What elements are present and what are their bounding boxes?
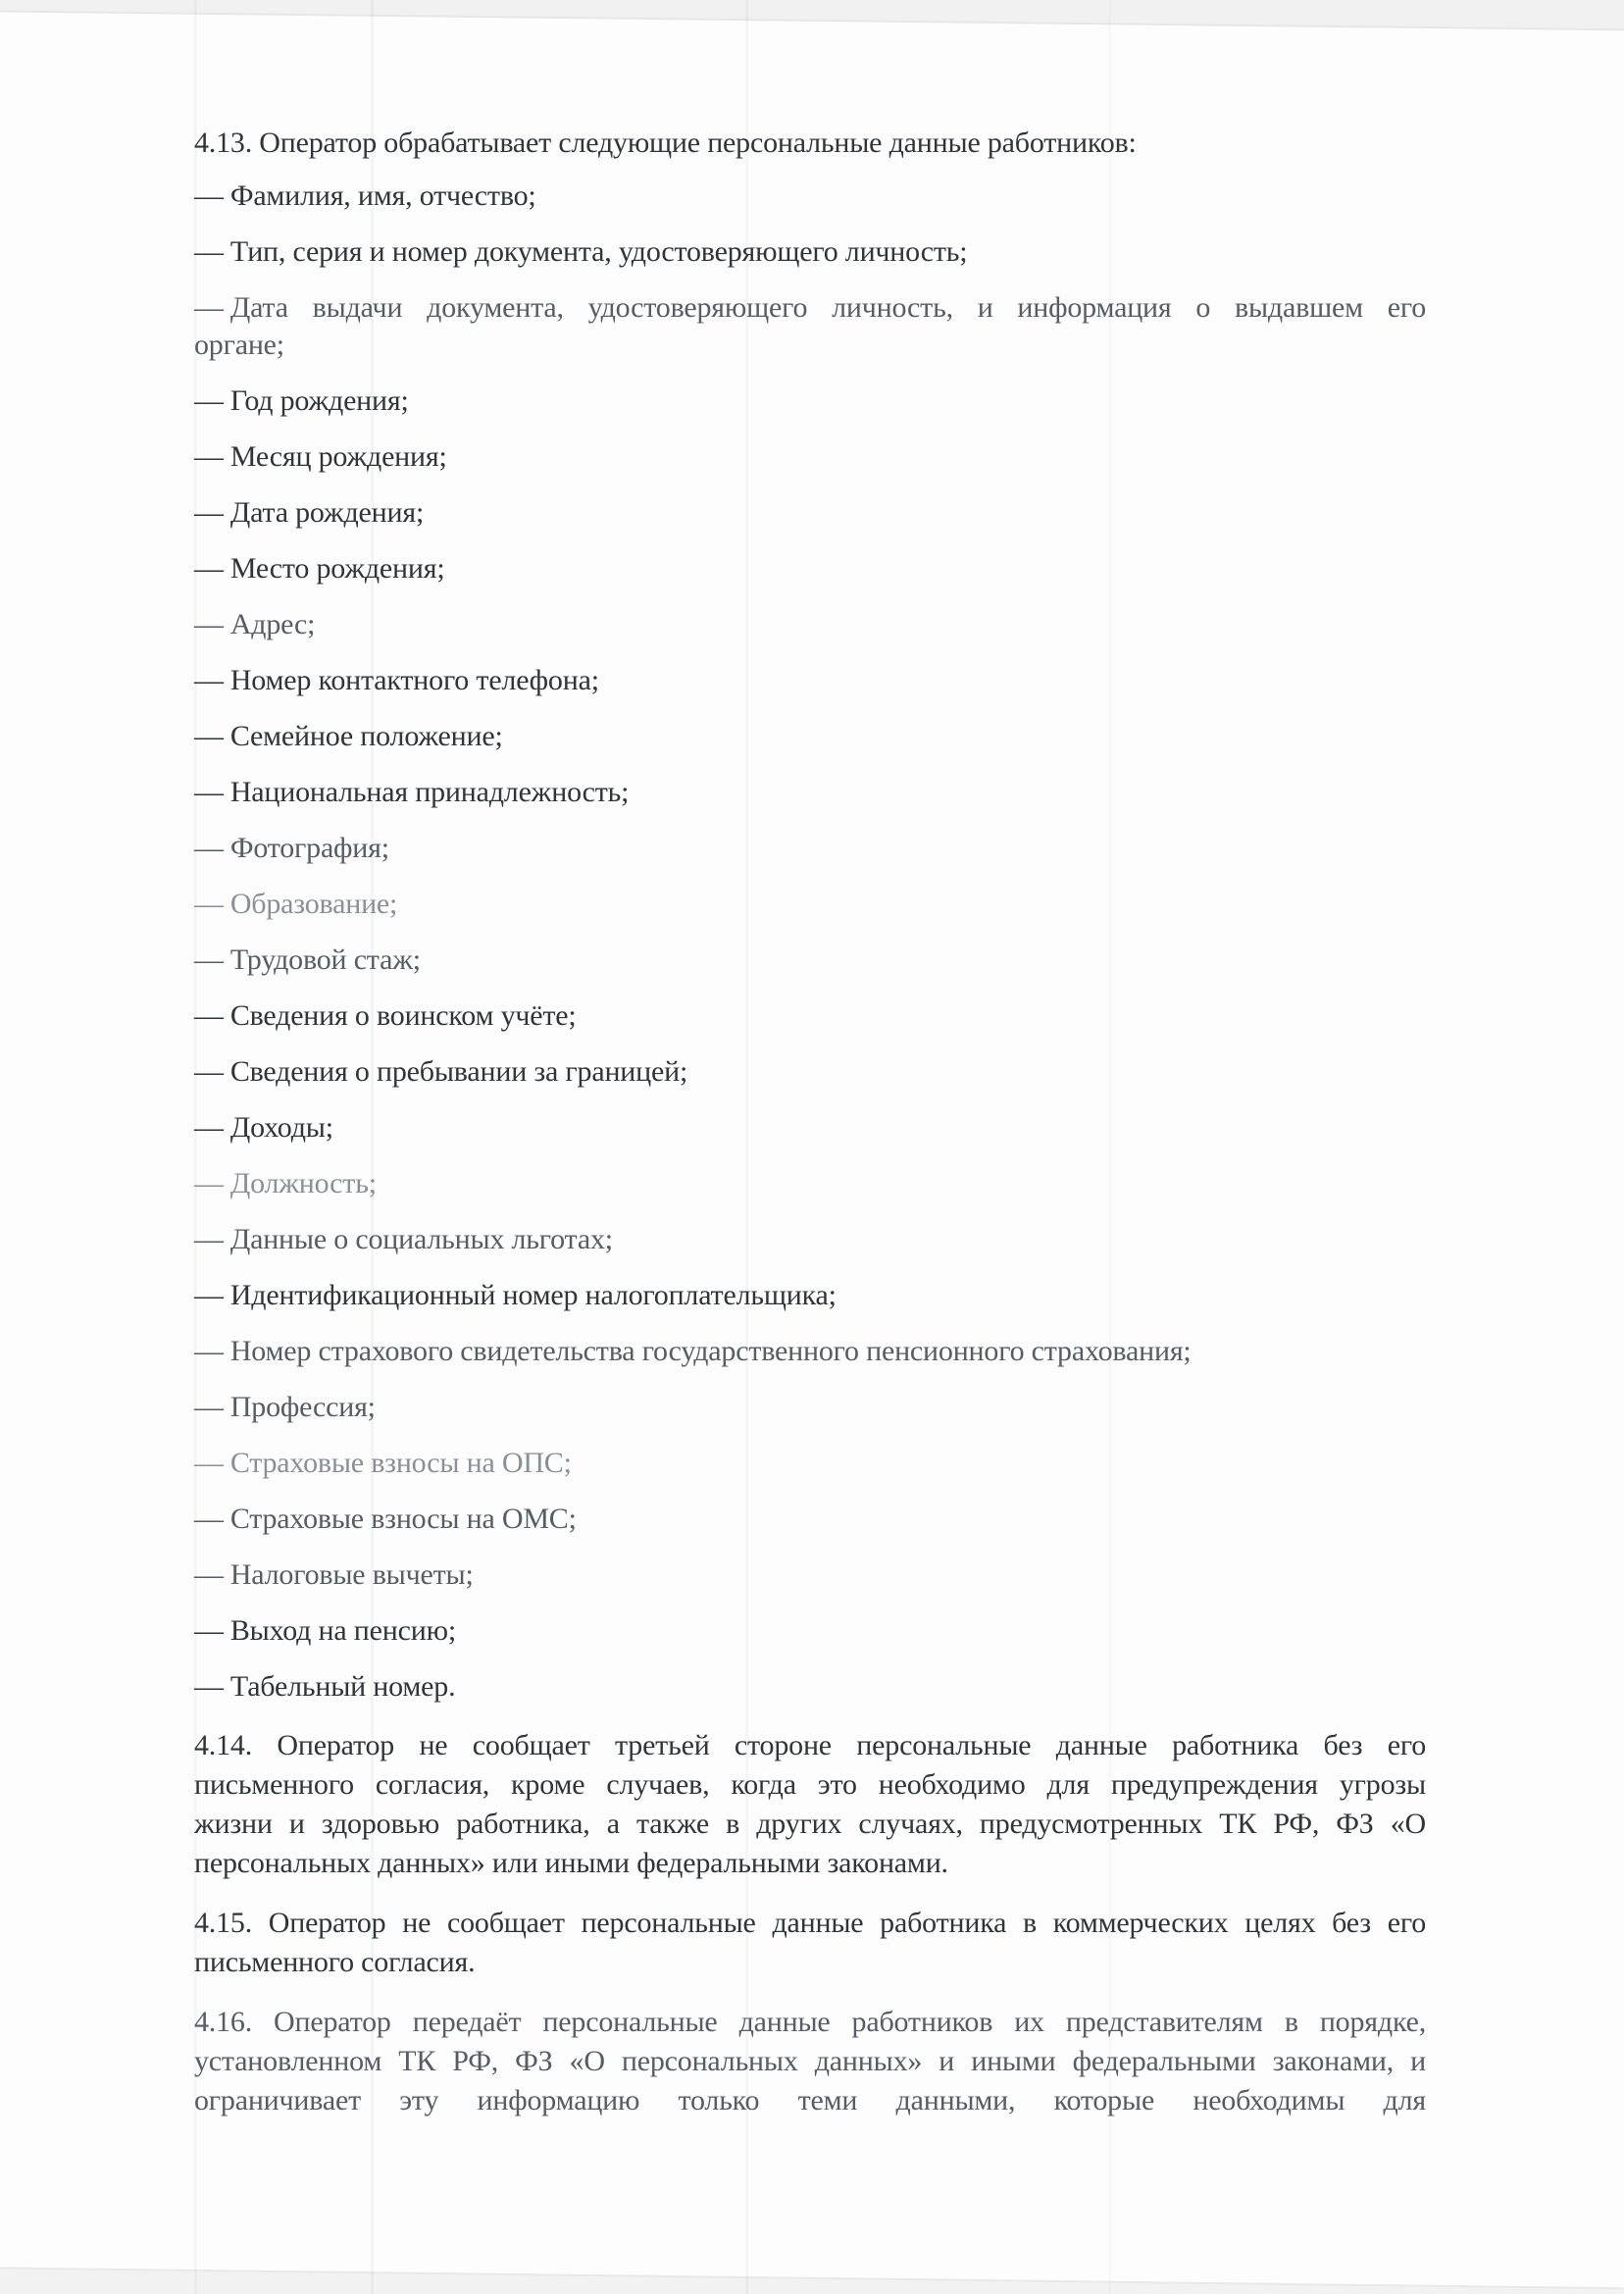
list-item [194,718,1426,755]
list-item-line: — Идентификационный номер налогоплательщика; [194,1279,837,1311]
paragraph-line: письменного согласия. [194,1946,476,1978]
list-item-dash: — [194,832,224,864]
list-item-line: — Дата рождения; [194,496,425,529]
list-item-dash: — [194,664,224,696]
list-item-line: — Национальная принадлежность; [194,776,630,808]
list-item [194,1612,1426,1650]
list-item-dash: — [194,1167,224,1199]
paragraphs [194,1726,1426,2120]
list-item [194,1277,1426,1314]
list-item [194,1501,1426,1538]
list-item [194,233,1426,271]
list-item [194,1165,1426,1202]
list-item-dash: — [194,1670,224,1703]
section-4-13-heading: 4.13. Оператор обрабатывает следующие персональные данные работников: [194,127,1137,159]
list-item [194,662,1426,699]
section-4-14 [194,1726,1426,1883]
list-item-line: — Страховые взносы на ОМС; [194,1503,577,1535]
list-item-dash: — [194,1558,224,1591]
list-item-dash: — [194,291,224,324]
list-item-dash: — [194,943,224,976]
list-item-line: — Сведения о пребывании за границей; [194,1055,688,1088]
list-item-line: — Профессия; [194,1391,376,1423]
list-item-line: — Фамилия, имя, отчество; [194,179,536,212]
list-item [194,606,1426,643]
list-item [194,886,1426,923]
scan-artifact-bottom-edge [0,2267,1624,2294]
list-item [194,1445,1426,1482]
document-content [194,123,1426,2120]
list-item [194,830,1426,867]
list-item-line: — Трудовой стаж; [194,943,421,976]
paragraph-line: 4.16. Оператор передаёт персональные данные работников их представителям в порядке, [194,2006,1426,2038]
list-item-line: — Место рождения; [194,552,445,585]
list-item-dash: — [194,1111,224,1144]
scan-artifact-top-edge [0,0,1624,31]
paragraph-line: 4.15. Оператор не сообщает персональные данные работника в коммерческих целях без его [194,1907,1426,1939]
list-item-line: — Должность; [194,1167,377,1199]
list-item [194,438,1426,476]
list-item-dash: — [194,496,224,529]
list-item-line: — Данные о социальных льготах; [194,1223,613,1255]
paragraph-line: жизни и здоровью работника, а также в других случаях, предусмотренных ТК РФ, ФЗ «О [194,1808,1426,1840]
section-4-16 [194,2003,1426,2120]
list-item-line: — Фотография; [194,832,389,864]
list-item [194,550,1426,587]
list-item-line: — Доходы; [194,1111,333,1144]
list-item [194,1556,1426,1594]
list-item-line: — Образование; [194,888,398,920]
list-item-dash: — [194,999,224,1032]
items-list [194,178,1426,1706]
list-item-line: — Тип, серия и номер документа, удостоверяющего личность; [194,235,968,268]
list-item-dash: — [194,552,224,585]
list-item [194,494,1426,532]
list-item-dash: — [194,608,224,640]
list-item-dash: — [194,1335,224,1367]
list-item-line: органе; [194,329,284,361]
list-item-line: — Налоговые вычеты; [194,1558,474,1591]
list-item-dash: — [194,1055,224,1088]
list-item-dash: — [194,720,224,752]
list-item-line: — Табельный номер. [194,1670,456,1703]
list-item-dash: — [194,1447,224,1479]
list-item-line: — Год рождения; [194,384,409,417]
list-item [194,178,1426,215]
list-item [194,942,1426,979]
list-item-dash: — [194,1279,224,1311]
list-item [194,1221,1426,1258]
list-item-line: — Страховые взносы на ОПС; [194,1447,572,1479]
list-item [194,382,1426,420]
list-item-dash: — [194,384,224,417]
list-item-dash: — [194,440,224,473]
paragraph-line: 4.14. Оператор не сообщает третьей стороне персональные данные работника без его [194,1729,1426,1761]
list-item-line: — Выход на пенсию; [194,1614,456,1647]
list-item [194,1333,1426,1370]
paragraph-line: установленном ТК РФ, ФЗ «О персональных данных» и иными федеральными законами, и [194,2045,1426,2077]
list-item-line: — Адрес; [194,608,316,640]
list-item-dash: — [194,1223,224,1255]
list-item-dash: — [194,776,224,808]
list-item-dash: — [194,1614,224,1647]
list-item-line: — Месяц рождения; [194,440,447,473]
paragraph-line: письменного согласия, кроме случаев, когда это необходимо для предупреждения угрозы [194,1768,1426,1801]
list-item [194,997,1426,1035]
list-item-line: — Сведения о воинском учёте; [194,999,577,1032]
list-item [194,1053,1426,1091]
list-item-line: — Номер страхового свидетельства государственного пенсионного страхования; [194,1335,1192,1367]
list-item [194,1389,1426,1426]
list-item [194,774,1426,811]
list-item-dash: — [194,235,224,268]
list-item-dash: — [194,179,224,212]
paragraph-line: ограничивает эту информацию только теми данными, которые необходимы для [194,2084,1426,2116]
section-4-15 [194,1904,1426,1982]
list-item-dash: — [194,888,224,920]
list-item-line: — Дата выдачи документа, удостоверяющего личность, и информация о выдавшем его [194,291,1426,324]
paragraph-line: персональных данных» или иными федеральными законами. [194,1847,948,1879]
list-item-line: — Номер контактного телефона; [194,664,599,696]
list-item-dash: — [194,1391,224,1423]
list-item-dash: — [194,1503,224,1535]
list-item [194,1668,1426,1706]
list-item-line: — Семейное положение; [194,720,503,752]
list-item [194,1109,1426,1147]
list-item [194,289,1426,364]
